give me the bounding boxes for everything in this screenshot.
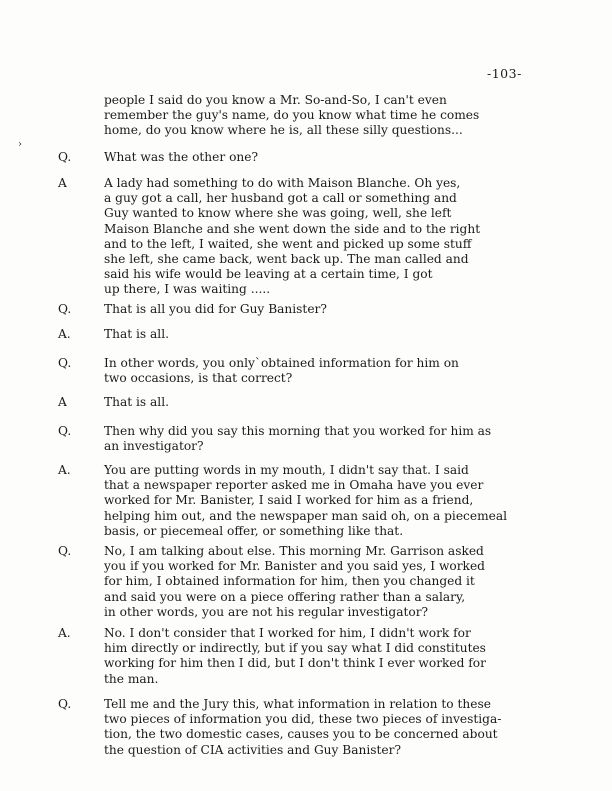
testimony-text (104, 395, 582, 410)
text-line: helping him out, and the newspaper man said oh, on a piecemeal (104, 508, 508, 523)
speaker-label: A. (58, 626, 71, 640)
text-line: him directly or indirectly, but if you say what I did constitutes (104, 641, 486, 656)
testimony-text (104, 544, 582, 620)
text-line: In other words, you only`obtained information for him on (104, 356, 459, 370)
testimony-text (104, 356, 582, 386)
speaker-label: Q. (58, 302, 72, 316)
testimony-text (104, 327, 582, 342)
text-line: in other words, you are not his regular investigator? (104, 604, 429, 619)
text-line: two occasions, is that correct? (104, 371, 293, 386)
text-line: No. I don't consider that I worked for him, I didn't work for (104, 626, 471, 640)
text-line: Then why did you say this morning that you worked for him as (104, 424, 492, 438)
speaker-label: A. (58, 327, 71, 341)
text-line: an investigator? (104, 439, 204, 454)
text-line: two pieces of information you did, these two pieces of investiga- (104, 712, 502, 727)
page-number: -103- (487, 66, 522, 81)
text-line: that a newspaper reporter asked me in Omaha have you ever (104, 478, 484, 493)
text-line: What was the other one? (104, 150, 259, 164)
text-line: That is all you did for Guy Banister? (104, 302, 327, 316)
text-line: remember the guy's name, do you know what time he comes (104, 108, 480, 123)
text-line: home, do you know where he is, all these silly questions... (104, 123, 463, 138)
speaker-label: Q. (58, 697, 72, 711)
text-line: for him, I obtained information for him, then you changed it (104, 574, 475, 589)
text-line: and said you were on a piece offering rather than a salary, (104, 589, 466, 604)
testimony-text (104, 626, 582, 687)
text-line: you if you worked for Mr. Banister and you said yes, I worked (104, 559, 485, 574)
speaker-label: Q. (58, 356, 72, 370)
text-line: basis, or piecemeal offer, or something like that. (104, 523, 404, 538)
text-line: That is all. (104, 327, 169, 341)
speaker-label: A (58, 176, 67, 190)
testimony-text (104, 150, 582, 165)
text-line: You are putting words in my mouth, I didn't say that. I said (104, 463, 469, 477)
text-line: No, I am talking about else. This morning Mr. Garrison asked (104, 544, 484, 558)
text-line: That is all. (104, 395, 169, 409)
testimony-text (104, 424, 582, 454)
text-line: tion, the two domestic cases, causes you to be concerned about (104, 727, 498, 742)
speaker-label: A. (58, 463, 71, 477)
speaker-label: A (58, 395, 67, 409)
text-line: said his wife would be leaving at a certain time, I got (104, 267, 433, 282)
text-line: working for him then I did, but I don't think I ever worked for (104, 656, 486, 671)
text-line: Maison Blanche and she went down the side and to the right (104, 221, 481, 236)
text-line: a guy got a call, her husband got a call or something and (104, 191, 457, 206)
text-line: the man. (104, 671, 159, 686)
text-line: people I said do you know a Mr. So-and-So, I can't even (104, 93, 447, 107)
continuation-paragraph (104, 93, 574, 139)
speaker-label: Q. (58, 150, 72, 164)
text-line: and to the left, I waited, she went and picked up some stuff (104, 236, 472, 251)
testimony-text (104, 463, 582, 539)
speaker-label: Q. (58, 424, 72, 438)
text-line: the question of CIA activities and Guy Banister? (104, 742, 401, 757)
margin-mark: › (18, 139, 22, 150)
text-line: Guy wanted to know where she was going, well, she left (104, 206, 452, 221)
text-line: worked for Mr. Banister, I said I worked for him as a friend, (104, 493, 474, 508)
testimony-text (104, 302, 582, 317)
speaker-label: Q. (58, 544, 72, 558)
text-line: Tell me and the Jury this, what information in relation to these (104, 697, 491, 711)
text-line: she left, she came back, went back up. The man called and (104, 252, 469, 267)
text-line: up there, I was waiting ..... (104, 282, 271, 297)
text-line: A lady had something to do with Maison Blanche. Oh yes, (104, 176, 461, 190)
testimony-text (104, 697, 582, 758)
testimony-text (104, 176, 582, 298)
